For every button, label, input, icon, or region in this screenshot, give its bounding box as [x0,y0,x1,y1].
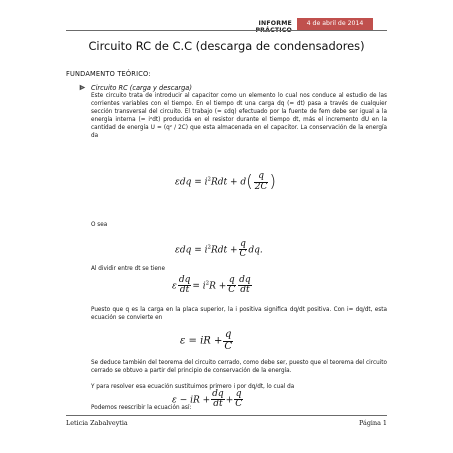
equation-3: ε $\frac{dq}{dt}$ = $i^2R$ + $\frac{q}{C}$ $\frac{dq}{dt}$ [172,275,251,296]
header-title: INFORME [258,20,292,27]
eq2-mid: Rdt + [210,245,238,256]
equation-5: ε − iR + $\frac{dq}{dt}$ + $\frac{q}{C}$ [172,389,243,410]
eq1-mid: Rdt + d [210,177,247,188]
eq2-tail: dq. [248,245,263,256]
eq3-lhs-fraction: $\frac{dq}{dt}$ [178,275,191,296]
footer-author: Leticia Zabalveytia [66,419,128,427]
footer-rule [66,415,387,416]
eq2-fraction: $\frac{q}{C}$ [239,239,247,260]
eq1-fraction: $\frac{q}{2C}$ [254,171,268,192]
paragraph-reescribir: Podemos reescribir la ecuación así: [91,405,192,411]
header-date-badge: 4 de abril de 2014 [297,18,373,30]
eq3-fraction-a: $\frac{q}{C}$ [228,275,236,296]
equation-2: $\varepsilon dq = i^2Rdt$ + $\frac{q}{C}$ dq. [175,239,263,260]
eq5-fraction-b: $\frac{q}{C}$ [235,389,243,410]
eq5-fraction-a: $\frac{dq}{dt}$ [212,389,224,410]
eq1-lhs: εdq = i [175,177,208,188]
bullet-icon [79,84,86,91]
paragraph-o-sea: O sea [91,222,108,228]
section-heading: FUNDAMENTO TEÓRICO: [66,70,151,78]
paragraph-dividir: Al dividir entre dt se tiene [91,266,165,272]
equation-4: ε = iR + $\frac{q}{C}$ [180,329,233,352]
header-rule [66,30,387,31]
equation-1: $\varepsilon dq = i^2Rdt + d$( $\frac{q}{2C}$ ) [175,171,277,192]
eq3-fraction-b: $\frac{dq}{dt}$ [239,275,251,296]
paragraph-resolver: Y para resolver esa ecuación sustituimos primero i por dq/dt, lo cual da [91,384,295,390]
paragraph-teorema: Se deduce también del teorema del circuito cerrado, como debe ser, puesto que el teorema del circuito cerrado se obtuvo a partir del principio de conservación de la energía. [91,360,387,374]
eq2-lhs: εdq = i [175,245,208,256]
document-title: Circuito RC de C.C (descarga de condensadores) [88,39,365,53]
footer-page-number: Página 1 [359,419,387,427]
paragraph-intro: Este circuito trata de introducir al capacitor como un elemento lo cual nos conduce al estudio de las corrientes variables con el tiempo. En el tiempo dt una carga dq (= dt) pasa a través de cualquier sección transversal del circuito. El trabajo (= εdq) efectuado por la fuente de fem debe ser igual a la energía interna (= i²dt) producida en el resistor durante el tiempo dt, más el incremento dU en la cantidad de energía U = (q² / 2C) que esta almacenada en el capacitor. La conservación de la energía da [91,93,387,139]
eq4-fraction: $\frac{q}{C}$ [224,329,233,352]
subheading: Circuito RC (carga y descarga) [91,84,192,92]
paragraph-carga: Puesto que q es la carga en la placa superior, la i positiva significa dq/dt positiva. Con i= dq/dt, esta ecuación se convierte en [91,307,387,321]
